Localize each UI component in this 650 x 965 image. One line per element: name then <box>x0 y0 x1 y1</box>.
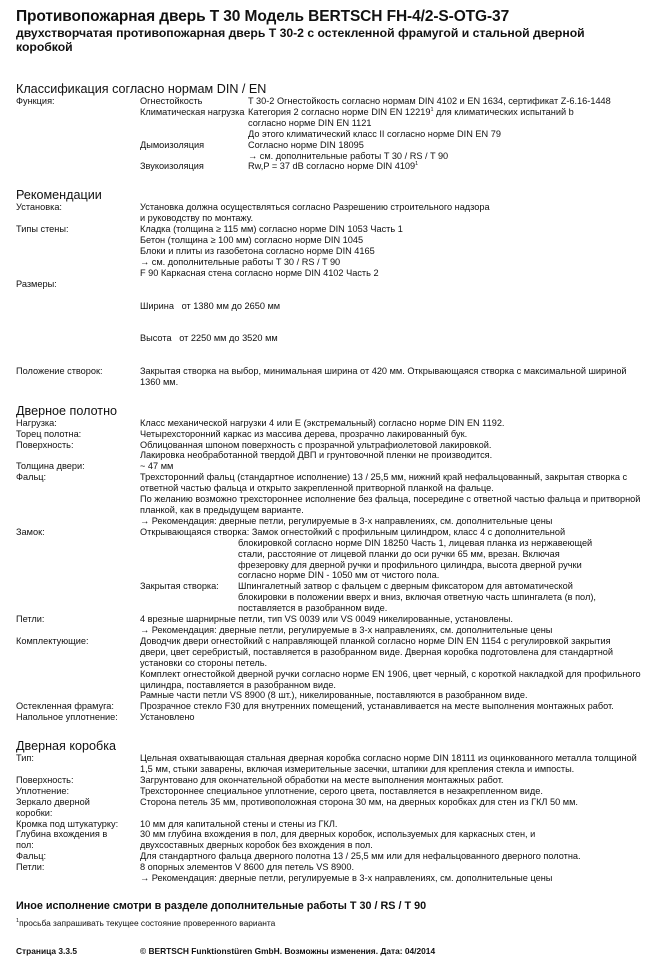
value-line <box>248 107 641 118</box>
row-value <box>140 440 641 462</box>
row-value <box>140 96 641 172</box>
row-value <box>140 461 641 472</box>
sub-label: Климатическая нагрузка <box>140 106 245 117</box>
row-frame-type <box>16 753 641 775</box>
value-line: и руководству по монтажу. <box>140 213 254 224</box>
value-line: F 90 Каркасная стена согласно норме DIN 4102 Часть 2 <box>140 267 379 278</box>
row-label: Фальц: <box>16 851 47 862</box>
copyright: © BERTSCH Funktionstüren GmbH. Возможны изменения. Дата: 04/2014 <box>140 946 436 956</box>
value-line: → см. дополнительные работы T 30 / RS / T 90 <box>248 150 449 161</box>
row-value <box>140 418 641 429</box>
row-value <box>140 429 641 440</box>
sub-value <box>248 161 641 172</box>
value-line: Установка должна осуществляться согласно Разрешению строительного надзора <box>140 202 490 213</box>
footnote-mark: 1 <box>16 918 20 925</box>
sub-row <box>140 96 641 107</box>
row-function <box>16 96 641 172</box>
row-label: Торец полотна: <box>16 428 82 439</box>
sub-value <box>248 140 641 162</box>
value-line: Цельная охватывающая стальная дверная коробка согласно норме DIN 18111 из оцинкованного металла толщиной 1,5 мм, стыки заварены, включая измерительные засечки, штапики для крепления стекла и импосты. <box>140 753 637 775</box>
value-line: ~ 47 мм <box>140 461 174 472</box>
section-title: Дверное полотно <box>16 403 118 418</box>
value-line: → Рекомендация: дверные петли, регулируемые в 3-х направлениях, см. дополнительные цены <box>140 515 553 526</box>
row-value <box>140 224 641 279</box>
row-leaf-edge <box>16 429 641 440</box>
value-line: Класс механической нагрузки 4 или E (экстремальный) согласно норме DIN EN 1192. <box>140 417 505 428</box>
value-line: Согласно норме DIN 18095 <box>248 139 364 150</box>
value-line: 4 врезные шарнирные петли, тип VS 0039 или VS 0049 никелированные, установлены. <box>140 614 513 625</box>
row-lock <box>16 527 641 614</box>
row-thickness <box>16 461 641 472</box>
row-value <box>140 636 641 701</box>
value-line <box>248 161 641 172</box>
page-number: Страница 3.3.5 <box>16 946 77 956</box>
value-line: блокировкой согласно норме DIN 18250 Часть 1, лицевая планка из нержавеющей <box>238 537 593 548</box>
sub-value <box>238 581 641 614</box>
value-line: Шпингалетный затвор с фальцем с дверным фиксатором для автоматической <box>238 581 573 592</box>
text: Замок огнестойкий с профильным цилиндром, класс 4 с дополнительной <box>251 526 566 537</box>
value-line: Трехсторонний фальц (стандартное исполнение) 13 / 25,5 мм, нижний край нефальцованный, закрытая створка с ответной частью фальца и открыто закрепленной притворной планкой на фальце. <box>140 472 628 494</box>
row-label: Фальц: <box>16 472 47 483</box>
value-line: Установлено <box>140 712 195 723</box>
row-frame-hinges <box>16 862 641 884</box>
sub-value <box>248 96 641 107</box>
text: Категория 2 согласно норме DIN EN 12219 <box>248 106 431 117</box>
row-glazed-transom <box>16 701 641 712</box>
row-label: Комплектующие: <box>16 635 89 646</box>
document-title: Противопожарная дверь T 30 Модель BERTSCH FH-4/2-S-OTG-37 <box>16 8 510 25</box>
value-line: → см. дополнительные работы T 30 / RS / T 90 <box>140 256 341 267</box>
row-label: Остекленная фрамуга: <box>16 701 114 712</box>
row-plaster-edge <box>16 819 641 830</box>
value-line: стали, расстояние от лицевой планки до оси ручки 65 мм, врезан. Включая <box>238 548 560 559</box>
value-line: 10 мм для капитальной стены и стены из ГКЛ. <box>140 818 338 829</box>
row-value <box>140 279 641 366</box>
row-label: Размеры: <box>16 278 57 289</box>
value-line: Лакировка необработанной твердой ДВП и грунтовочной пленки не производится. <box>140 450 493 461</box>
footnote-ref: 1 <box>415 161 419 168</box>
row-label: Функция: <box>16 96 55 106</box>
sub-row <box>140 161 641 172</box>
value-line: Закрытая створка на выбор, минимальная ширина от 420 мм. Открывающаяся створка с максимальной шириной 1360 мм. <box>140 365 627 387</box>
value-line: → Рекомендация: дверные петли, регулируемые в 3-х направлениях, см. дополнительные цены <box>140 624 553 635</box>
row-frame-surface <box>16 775 641 786</box>
value-line: Прозрачное стекло F30 для внутренних помещений, устанавливается на месте выполнения монтажных работ. <box>140 701 614 712</box>
text: для климатических испытаний b <box>433 106 574 117</box>
lock-active-leaf-details <box>140 538 641 582</box>
row-floor-seal <box>16 712 641 723</box>
row-frame-face <box>16 797 641 819</box>
row-label: Замок: <box>16 526 45 537</box>
row-leaf-position <box>16 366 641 388</box>
row-load <box>16 418 641 429</box>
section-recommendations <box>16 188 641 387</box>
sub-row <box>140 107 641 140</box>
row-value <box>140 851 641 862</box>
lock-active-leaf <box>140 527 641 582</box>
section-classification <box>16 82 641 172</box>
value-line: Блоки и плиты из газобетона согласно норме DIN 4165 <box>140 245 375 256</box>
row-frame-seal <box>16 786 641 797</box>
value-line: Рамные части петли VS 8900 (8 шт.), никелированные, поставляются в разобранном виде. <box>140 690 528 701</box>
row-wall-types <box>16 224 641 279</box>
sub-row <box>140 140 641 162</box>
value-line: фрезеровку для дверной ручки и профильного цилиндра, высота дверной ручки <box>238 559 582 570</box>
row-value <box>140 527 641 614</box>
row-label: Тип: <box>16 753 34 764</box>
value-line: блокировки в положении вверх и вниз, включая ответную часть шпингалета (в пол), <box>238 592 596 603</box>
row-value <box>140 797 641 819</box>
row-label: Уплотнение: <box>16 785 70 796</box>
row-frame-rebate <box>16 851 641 862</box>
row-value <box>140 753 641 775</box>
section-title: Рекомендации <box>16 188 102 203</box>
value-line: Ширина от 1380 мм до 2650 мм <box>140 300 281 311</box>
row-value <box>140 862 641 884</box>
row-label: Поверхность: <box>16 774 74 785</box>
value-line: Загрунтовано для окончательной обработки на месте выполнения монтажных работ. <box>140 774 504 785</box>
value-line: Высота от 2250 мм до 3520 мм <box>140 333 278 344</box>
row-label: Положение створок: <box>16 365 103 376</box>
row-value <box>140 829 641 851</box>
value-line: Бетон (толщина ≥ 100 мм) согласно норме DIN 1045 <box>140 235 364 246</box>
value-line: Комплект огнестойкой дверной ручки согласно норме EN 1906, цвет черный, с короткой накладкой для профильного цилиндра, поставляется в разобранном виде. <box>140 668 641 690</box>
footnote-ref: 1 <box>430 106 434 113</box>
row-surface <box>16 440 641 462</box>
row-label: Зеркало дверной коробки: <box>16 796 90 818</box>
sub-value <box>248 107 641 140</box>
value-line <box>140 527 641 538</box>
row-label: Нагрузка: <box>16 417 57 428</box>
value-line: согласно норме DIN EN 1121 <box>248 117 372 128</box>
document-subtitle: двухстворчатая противопожарная дверь T 30-2 с остекленной фрамугой и стальной дверной коробкой <box>16 26 585 54</box>
row-label: Установка: <box>16 202 62 213</box>
value-line: Доводчик двери огнестойкий с направляющей планкой согласно норме DIN EN 1154 с регулировкой закрытия двери, цвет серебристый, поставляется в разобранном виде. Дверная коробка подготовлена для стандартной установки со стороны петель. <box>140 635 614 668</box>
value-line: поставляется в разобранном виде. <box>238 603 388 614</box>
value-line: Облицованная шпоном поверхность с прозрачной ультрафиолетовой лакировкой. <box>140 439 492 450</box>
section-title: Дверная коробка <box>16 739 117 754</box>
row-label: Глубина вхождения в пол: <box>16 829 108 851</box>
row-accessories <box>16 636 641 701</box>
sub-label: Дымоизоляция <box>140 139 205 150</box>
row-label: Толщина двери: <box>16 461 85 472</box>
row-label: Петли: <box>16 862 45 873</box>
row-floor-depth <box>16 829 641 851</box>
row-value <box>140 712 641 723</box>
row-value <box>140 202 641 224</box>
row-label: Петли: <box>16 614 45 625</box>
section-door-frame <box>16 739 641 884</box>
row-rebate <box>16 472 641 527</box>
row-value <box>140 819 641 830</box>
row-label: Поверхность: <box>16 439 74 450</box>
section-door-leaf <box>16 404 641 723</box>
value-line: согласно норме DIN - 1050 мм от чистого пола. <box>238 570 440 581</box>
lock-passive-leaf <box>140 581 641 614</box>
page-footer <box>16 946 641 956</box>
value-line: Кладка (толщина ≥ 115 мм) согласно норме DIN 1053 Часть 1 <box>140 224 403 235</box>
section-title: Классификация согласно нормам DIN / EN <box>16 82 267 96</box>
row-value <box>140 614 641 636</box>
sub-label: Закрытая створка: <box>140 581 219 592</box>
footnote-text: просьба запрашивать текущее состояние проверенного варианта <box>19 918 276 928</box>
sub-label: Открывающаяся створка: <box>140 526 250 537</box>
row-value <box>140 472 641 527</box>
value-line: T 30-2 Огнестойкость согласно нормам DIN 4102 и EN 1634, сертификат Z-6.16-1448 <box>248 96 611 106</box>
value-line: 8 опорных элементов V 8600 для петель VS 8900. <box>140 862 355 873</box>
row-label: Напольное уплотнение: <box>16 712 118 723</box>
text: Rw,P = 37 dB согласно норме DIN 4109 <box>248 161 416 172</box>
row-label: Типы стены: <box>16 224 69 235</box>
row-value <box>140 786 641 797</box>
row-hinges <box>16 614 641 636</box>
value-line: До этого климатический класс II согласно норме DIN EN 79 <box>248 128 501 139</box>
value-line: → Рекомендация: дверные петли, регулируемые в 3-х направлениях, см. дополнительные цены <box>140 873 553 884</box>
other-version-note: Иное исполнение смотри в разделе дополнительные работы T 30 / RS / T 90 <box>16 900 427 912</box>
row-installation <box>16 202 641 224</box>
document-page <box>16 8 641 956</box>
value-line: По желанию возможно трехстороннее исполнение без фальца, посередине с ответной частью фальца и притворной планкой, как в предыдущем варианте. <box>140 494 641 515</box>
sub-label: Огнестойкость <box>140 96 203 106</box>
row-value <box>140 366 641 388</box>
value-line: Четырехсторонний каркас из массива дерева, прозрачно лакированный бук. <box>140 428 468 439</box>
value-line: Трехстороннее специальное уплотнение, серого цвета, поставляется в незакрепленном виде. <box>140 785 543 796</box>
row-label: Кромка под штукатурку: <box>16 818 119 829</box>
sub-label: Звукоизоляция <box>140 161 204 172</box>
value-line: 30 мм глубина вхождения в пол, для дверных коробок, используемых для каркасных стен, и двухсоставных дверных коробок без вхождения в пол. <box>140 829 536 851</box>
value-line: Сторона петель 35 мм, противоположная сторона 30 мм, на дверных коробках для стен из ГКЛ 50 мм. <box>140 796 578 807</box>
row-value <box>140 775 641 786</box>
footnote <box>16 918 641 928</box>
value-line: Для стандартного фальца дверного полотна 13 / 25,5 мм или для нефальцованного дверного полотна. <box>140 851 581 862</box>
row-value <box>140 701 641 712</box>
row-dimensions <box>16 279 641 366</box>
